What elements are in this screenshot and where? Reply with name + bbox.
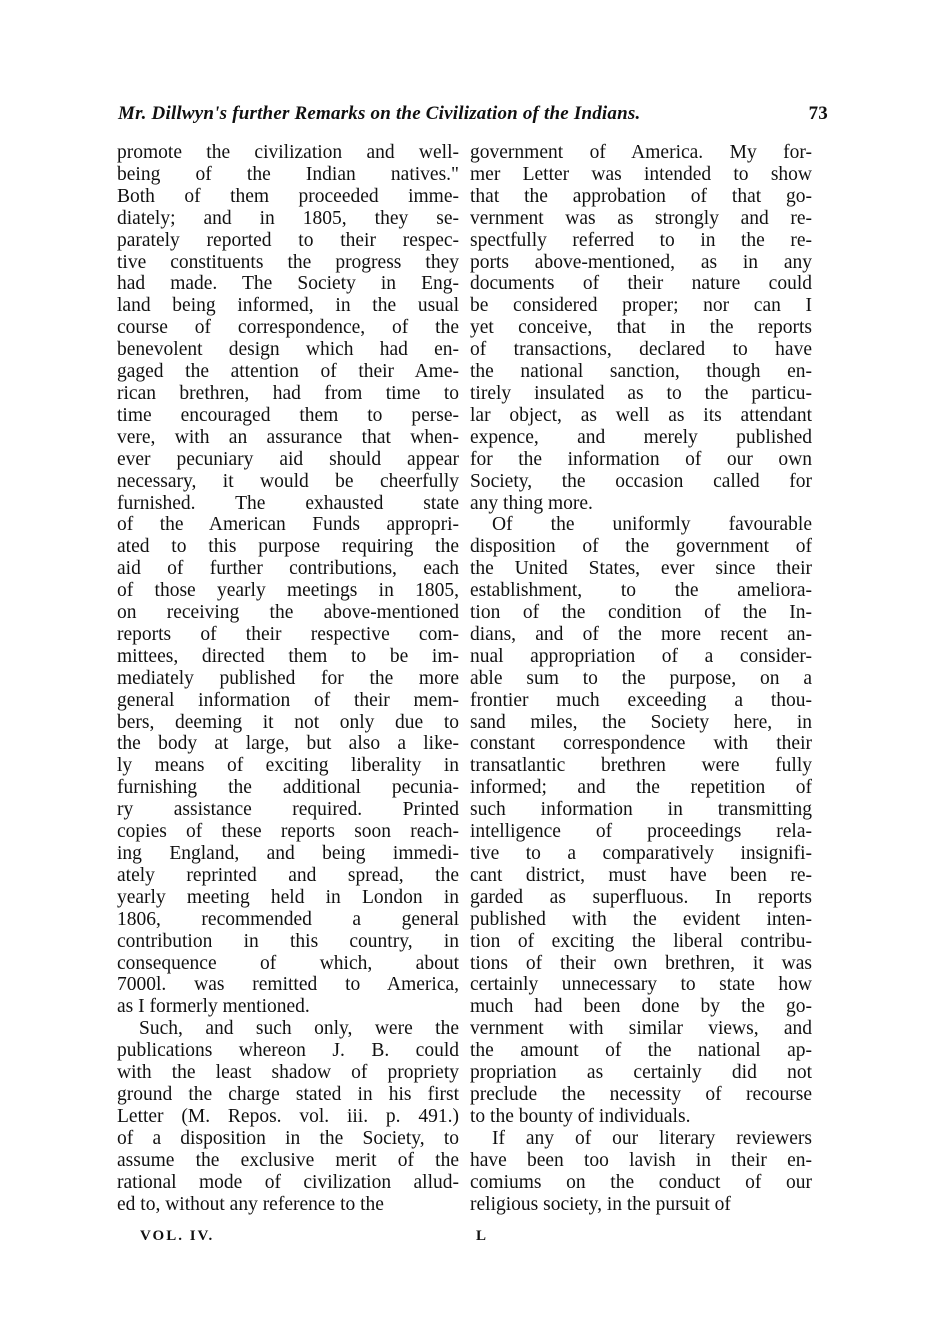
text-line: promote the civilization and well- — [117, 142, 459, 163]
text-line: on receiving the above-mentioned — [117, 602, 459, 624]
text-line: constant correspondence with their — [470, 733, 812, 755]
text-line: documents of their nature could — [470, 273, 812, 295]
text-line: as I formerly mentioned. — [117, 996, 310, 1018]
text-line: tive constituents the progress they — [117, 251, 459, 273]
text-line: ground the charge stated in his first — [117, 1083, 459, 1105]
text-line: bers, deeming it not only due to — [117, 711, 459, 733]
text-line: transatlantic brethren were fully — [470, 755, 812, 777]
text-line: vere, with an assurance that when- — [117, 426, 459, 448]
text-line: Both of them proceeded imme- — [117, 185, 459, 207]
text-line: tive to a comparatively insignifi- — [470, 843, 812, 864]
text-line: any thing more. — [470, 492, 593, 514]
text-line: contribution in this country, in — [117, 930, 459, 952]
text-line: ated to this purpose requiring the — [117, 536, 459, 558]
text-line: ports above-mentioned, as in any — [470, 251, 812, 273]
running-head — [118, 103, 828, 125]
text-line: benevolent design which had en- — [117, 339, 459, 361]
text-line: such information in transmitting — [470, 799, 812, 821]
text-line: reports of their respective com- — [117, 623, 459, 645]
text-line: rican brethren, had from time to — [117, 382, 459, 404]
text-line: propriation as certainly did not — [470, 1062, 812, 1084]
text-line: establishment, to the ameliora- — [470, 580, 812, 602]
text-line: ly means of exciting liberality in — [117, 755, 459, 777]
text-line: the body at large, but also a like- — [117, 733, 459, 755]
gathering-signature: L — [476, 1228, 489, 1244]
text-line: Such, and such only, were the — [139, 1018, 459, 1040]
text-line: tion of exciting the liberal contribu- — [470, 930, 812, 952]
text-line: cant district, must have been re- — [470, 864, 812, 886]
text-line: being of the Indian natives." — [117, 163, 459, 185]
text-line: of the American Funds appropri- — [117, 514, 459, 536]
text-line: comiums on the conduct of our — [470, 1171, 812, 1193]
text-line: the United States, ever since their — [470, 558, 812, 580]
text-line: of transactions, declared to have — [470, 339, 812, 361]
text-line: dians, and of the more recent an- — [470, 623, 812, 645]
running-head-title: Mr. Dillwyn's further Remarks on the Civilization of the Indians. — [118, 103, 641, 124]
text-line: Society, the occasion called for — [470, 470, 812, 492]
text-line: ing England, and being immedi- — [117, 843, 459, 864]
text-line: that the approbation of that go- — [470, 185, 812, 207]
text-line: the national sanction, though en- — [470, 361, 812, 383]
text-line: government of America. My for- — [470, 142, 812, 163]
text-line: diately; and in 1805, they se- — [117, 207, 459, 229]
text-line: tions of their own brethren, it was — [470, 952, 812, 974]
text-line: for the information of our own — [470, 448, 812, 470]
text-line: ately reprinted and spread, the — [117, 864, 459, 886]
text-line: 7000l. was remitted to America, — [117, 974, 459, 996]
text-line: certainly unnecessary to state how — [470, 974, 812, 996]
page-number: 73 — [808, 103, 828, 124]
text-line: tion of the condition of the In- — [470, 602, 812, 624]
text-line: spectfully referred to in the re- — [470, 229, 812, 251]
text-line: religious society, in the pursuit of — [470, 1193, 731, 1215]
text-line: copies of these reports soon reach- — [117, 821, 459, 843]
text-line: furnishing the additional pecunia- — [117, 777, 459, 799]
text-line: of a disposition in the Society, to — [117, 1127, 459, 1149]
text-line: much had been done by the go- — [470, 996, 812, 1018]
text-line: nual appropriation of a consider- — [470, 645, 812, 667]
text-line: have been too lavish in their en- — [470, 1149, 812, 1171]
text-line: garded as superfluous. In reports — [470, 886, 812, 908]
text-line: expence, and merely published — [470, 426, 812, 448]
text-line: to the bounty of individuals. — [470, 1105, 691, 1127]
text-line: ry assistance required. Printed — [117, 799, 459, 821]
text-line: with the least shadow of propriety — [117, 1062, 459, 1084]
left-column — [117, 142, 459, 1215]
text-line: Of the uniformly favourable — [492, 514, 812, 536]
text-line: had made. The Society in Eng- — [117, 273, 459, 295]
text-line: preclude the necessity of recourse — [470, 1083, 812, 1105]
text-line: necessary, it would be cheerfully — [117, 470, 459, 492]
text-line: aid of further contributions, each — [117, 558, 459, 580]
text-line: yet conceive, that in the reports — [470, 317, 812, 339]
text-line: lar object, as well as its attendant — [470, 404, 812, 426]
text-line: general information of their mem- — [117, 689, 459, 711]
text-line: able sum to the purpose, on a — [470, 667, 812, 689]
text-line: gaged the attention of their Ame- — [117, 361, 459, 383]
text-line: be considered proper; nor can I — [470, 295, 812, 317]
text-line: mediately published for the more — [117, 667, 459, 689]
text-line: ever pecuniary aid should appear — [117, 448, 459, 470]
text-line: assume the exclusive merit of the — [117, 1149, 459, 1171]
volume-signature: VOL. IV. — [140, 1228, 215, 1244]
text-line: furnished. The exhausted state — [117, 492, 459, 514]
text-line: Letter (M. Repos. vol. iii. p. 491.) — [117, 1105, 459, 1127]
text-line: of those yearly meetings in 1805, — [117, 580, 459, 602]
text-line: yearly meeting held in London in — [117, 886, 459, 908]
text-line: 1806, recommended a general — [117, 908, 459, 930]
text-line: intelligence of proceedings rela- — [470, 821, 812, 843]
text-line: vernment with similar views, and — [470, 1018, 812, 1040]
text-line: sand miles, the Society here, in — [470, 711, 812, 733]
text-line: vernment was as strongly and re- — [470, 207, 812, 229]
text-line: informed; and the repetition of — [470, 777, 812, 799]
text-line: mer Letter was intended to show — [470, 163, 812, 185]
text-line: land being informed, in the usual — [117, 295, 459, 317]
text-line: parately reported to their respec- — [117, 229, 459, 251]
text-line: consequence of which, about — [117, 952, 459, 974]
text-line: course of correspondence, of the — [117, 317, 459, 339]
text-line: the amount of the national ap- — [470, 1040, 812, 1062]
text-line: time encouraged them to perse- — [117, 404, 459, 426]
text-line: publications whereon J. B. could — [117, 1040, 459, 1062]
text-line: disposition of the government of — [470, 536, 812, 558]
right-column — [470, 142, 812, 1215]
text-line: ed to, without any reference to the — [117, 1193, 384, 1215]
text-line: published with the evident inten- — [470, 908, 812, 930]
text-line: If any of our literary reviewers — [492, 1127, 812, 1149]
text-line: rational mode of civilization allud- — [117, 1171, 459, 1193]
text-line: tirely insulated as to the particu- — [470, 382, 812, 404]
text-line: mittees, directed them to be im- — [117, 645, 459, 667]
text-line: frontier much exceeding a thou- — [470, 689, 812, 711]
